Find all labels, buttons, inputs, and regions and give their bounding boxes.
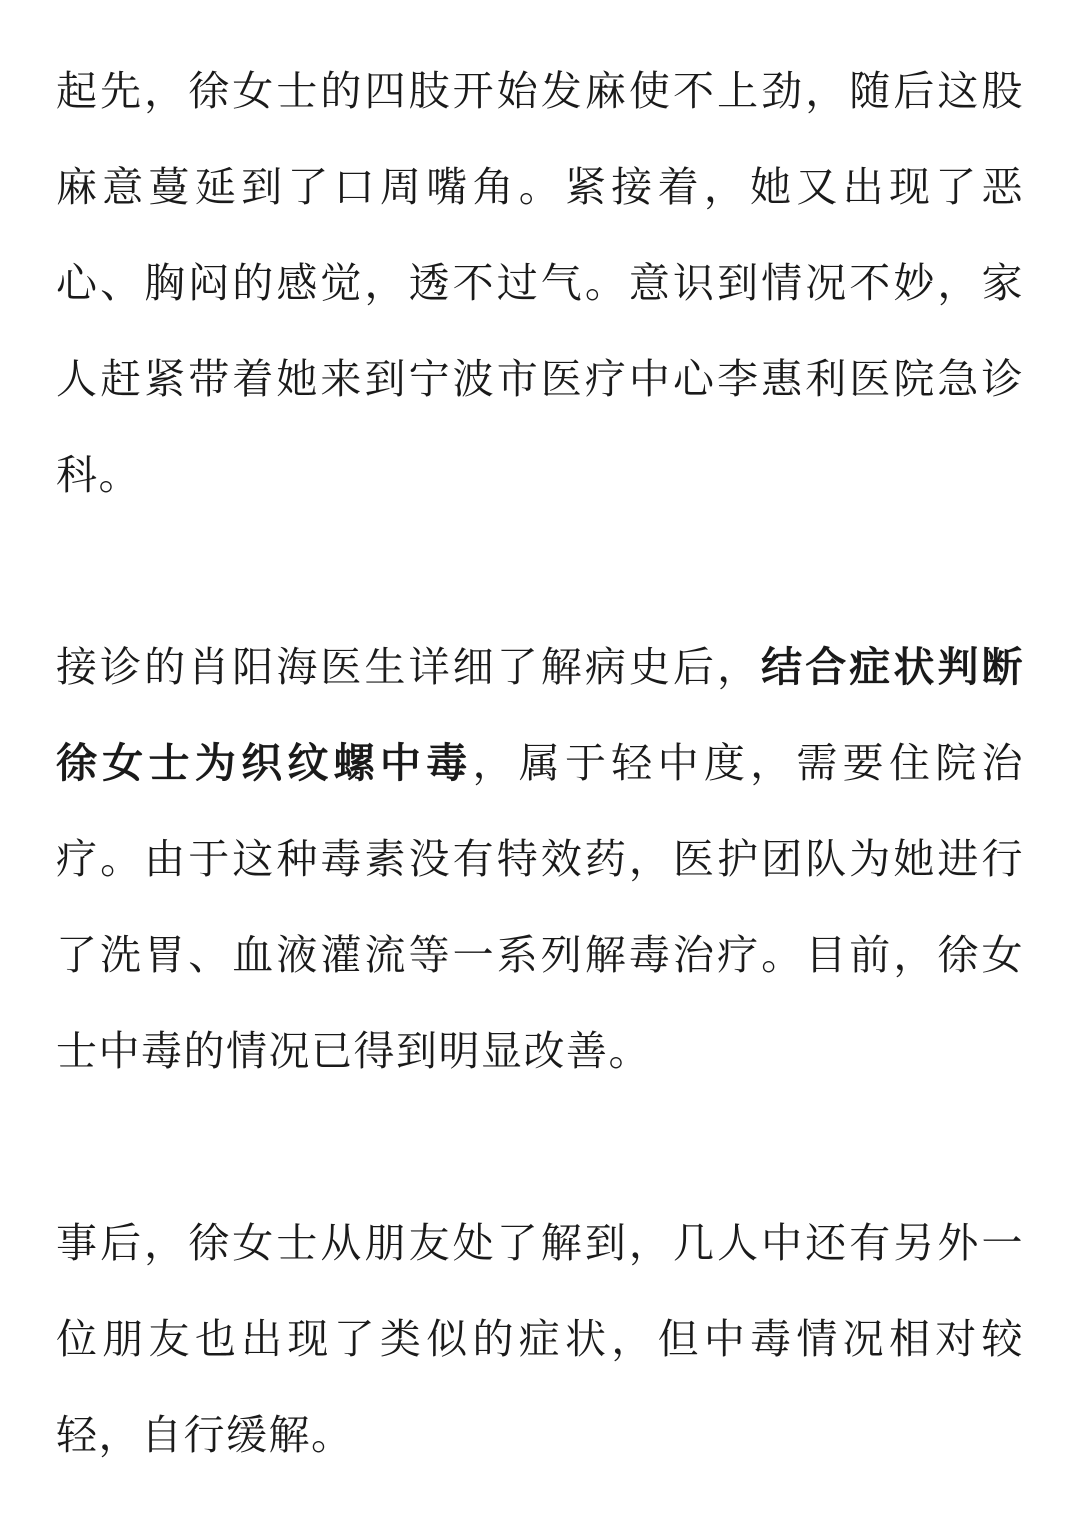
paragraph-text: 事后，徐女士从朋友处了解到，几人中还有另外一位朋友也出现了类似的症状，但中毒情况相对较轻，自行缓解。 (56, 1219, 1024, 1459)
paragraph-aftermath (56, 1195, 1024, 1483)
paragraph-text-before: 接诊的肖阳海医生详细了解病史后， (56, 643, 762, 691)
paragraph-diagnosis (56, 619, 1024, 1099)
diagnosis-highlight: 结合症状判断徐女士为织纹螺中毒 (56, 643, 1025, 787)
paragraph-text-after: ，属于轻中度，需要住院治疗。由于这种毒素没有特效药，医护团队为她进行了洗胃、血液灌流等一系列解毒治疗。目前，徐女士中毒的情况已得到明显改善。 (56, 739, 1025, 1075)
paragraph-onset-symptoms (56, 0, 1024, 523)
paragraph-text: 起先，徐女士的四肢开始发麻使不上劲，随后这股麻意蔓延到了口周嘴角。紧接着，她又出现了恶心、胸闷的感觉，透不过气。意识到情况不妙，家人赶紧带着她来到宁波市医疗中心李惠利医院急诊科。 (56, 67, 1024, 499)
